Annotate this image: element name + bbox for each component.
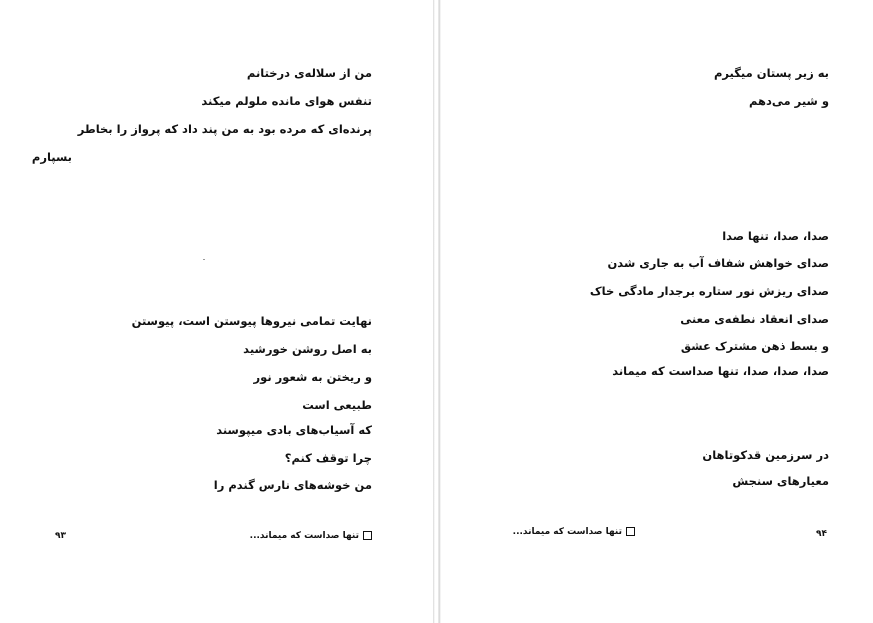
left-page [0, 0, 433, 623]
running-footer [513, 526, 635, 538]
book-spine-gutter [433, 0, 441, 623]
verse-line: و شیر می‌دهم [749, 94, 829, 108]
right-page [441, 0, 873, 623]
verse-line: من خوشه‌های نارس گندم را [213, 478, 372, 492]
verse-line: صدای انعقاد نطفه‌ی معنی [680, 312, 829, 326]
verse-line: که آسیاب‌های بادی میپوسند [216, 423, 372, 437]
square-bullet-icon [626, 527, 635, 536]
verse-line: نهایت تمامی نیروها پیوستن است، پیوستن [131, 314, 372, 328]
verse-line: صدای خواهش شفاف آب به جاری شدن [607, 256, 829, 270]
verse-line: چرا توقف کنم؟ [284, 451, 372, 465]
verse-line: به زیر پستان میگیرم [713, 66, 829, 80]
verse-line: من از سلاله‌ی درختانم [246, 66, 372, 80]
page-number: ۹۴ [816, 529, 827, 539]
verse-line: و بسط ذهن مشترک عشق [680, 339, 829, 353]
verse-line: صدا، صدا، تنها صدا [722, 229, 829, 243]
verse-line: پرنده‌ای که مرده بود به من پند داد که پرواز را بخاطر [77, 122, 372, 136]
verse-line: و ریختن به شعور نور [253, 370, 372, 384]
verse-line: معیارهای سنجش [732, 474, 829, 488]
print-speck [203, 259, 205, 260]
verse-line: صدا، صدا، صدا، تنها صداست که میماند [612, 364, 829, 378]
verse-line: به اصل روشن خورشید [243, 342, 372, 356]
verse-line: طبیعی است [302, 398, 372, 412]
running-footer [250, 530, 372, 542]
verse-line: در سرزمین قدکوتاهان [702, 448, 829, 462]
running-footer-text: تنها صداست که میماند... [249, 531, 359, 541]
running-footer-text: تنها صداست که میماند... [512, 527, 622, 537]
verse-line: صدای ریزش نور ستاره برجدار مادگی خاک [589, 284, 829, 298]
verse-line: بسپارم [31, 150, 72, 164]
verse-line: تنفس هوای مانده ملولم میکند [201, 94, 372, 108]
page-number: ۹۳ [55, 531, 66, 541]
square-bullet-icon [363, 531, 372, 540]
